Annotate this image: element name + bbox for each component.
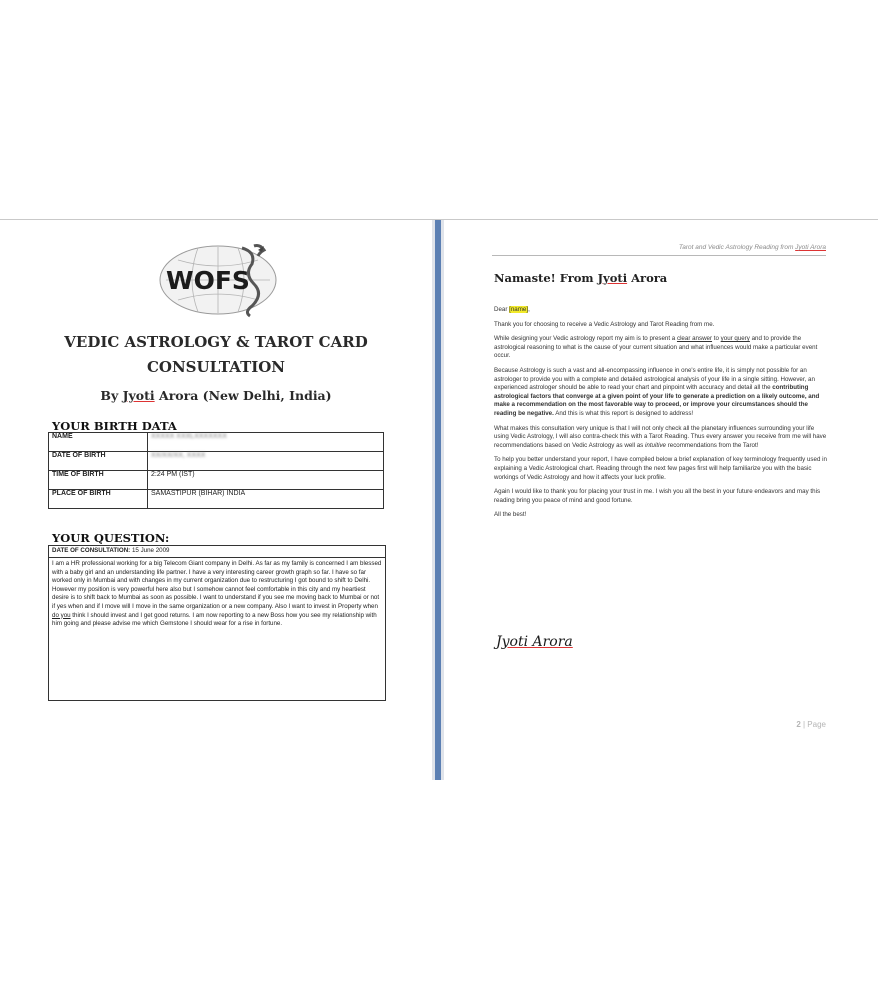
table-row [49, 490, 384, 509]
logo-text: WOFS [166, 266, 250, 295]
row-label: DATE OF BIRTH [49, 452, 148, 471]
consultation-date-label: DATE OF CONSULTATION: [52, 547, 131, 554]
birth-data-table [48, 432, 384, 509]
greeting-rest: Arora [627, 271, 668, 285]
signature [496, 634, 573, 650]
salutation-prefix: Dear [494, 306, 510, 313]
question-text [49, 558, 385, 631]
paragraph-6: Again I would like to thank you for placing your trust in me. I wish you all the best in your future endeavors and may this reading bring you peace of mind and good fortune. [494, 488, 821, 504]
signature-text: Jyoti Arora [496, 634, 573, 650]
header-rule [492, 255, 826, 256]
table-row [49, 452, 384, 471]
table-row [49, 433, 384, 452]
paragraph-text: and to provide the astrological reasoning to what is the cause of your current situation and what influences would make a particular event occur. [494, 335, 818, 360]
row-label: PLACE OF BIRTH [49, 490, 148, 509]
paragraph-1: Thank you for choosing to receive a Vedic Astrology and Tarot Reading from me. [494, 320, 715, 328]
document-title-line-2: CONSULTATION [146, 358, 286, 376]
globe-dragon-logo-icon [158, 242, 282, 318]
name-placeholder: [name] [509, 306, 529, 313]
page-divider-bar [435, 220, 441, 780]
byline-name: Jyoti [122, 388, 155, 403]
paragraph-text: While designing your Vedic astrology report my aim is to present a [494, 335, 677, 343]
question-heading: YOUR QUESTION: [52, 531, 170, 545]
italic-text: intuitive [645, 441, 666, 449]
running-header-text: Tarot and Vedic Astrology Reading from [678, 244, 796, 251]
table-row [49, 471, 384, 490]
row-value: XX/XX/XX, XXXX [148, 452, 384, 471]
greeting-prefix: Namaste! From [494, 271, 598, 285]
page-number-label: | Page [800, 720, 826, 729]
row-label: TIME OF BIRTH [49, 471, 148, 490]
row-value: XXXXX XXXLXXXXXXX [148, 433, 384, 452]
row-value: 2:24 PM (IST) [148, 471, 384, 490]
question-text-part: I am a HR professional working for a big Telecom Giant company in Delhi. As far as my family is concerned I am blessed with a baby girl and an understanding life partner. I have a very interesting career growth graph so far. I have so far worked only in Mumbai and with changes in my current organization due to restructuring I got bound to shift to Delhi. However my position is very powerful here also but I somehow cannot feel comfortable in this city and my heartiest desire is to shift back to Mumbai as soon as possible. I want to understand if you see me moving back to Mumbai or not if yes when and if I move will I move in the same organization or a new company. Also I want to invest in Property when [52, 560, 382, 610]
question-box [48, 545, 386, 701]
salutation-suffix: , [528, 306, 530, 313]
row-label: NAME [49, 433, 148, 452]
paragraph-text: recommendations from the Tarot! [665, 441, 759, 449]
row-value: SAMASTIPUR (BIHAR) INDIA [148, 490, 384, 509]
consultation-date-row [49, 546, 385, 558]
underlined-text: clear answer [676, 335, 713, 343]
page-number [796, 720, 826, 729]
author-byline [0, 388, 432, 403]
byline-prefix: By [100, 388, 123, 403]
paragraph-2 [494, 335, 830, 361]
paragraph-3 [494, 367, 830, 419]
paragraph-text: And this is what this report is designed to address! [553, 409, 694, 417]
page-2 [444, 220, 878, 780]
page-divider [432, 220, 444, 780]
running-header [679, 244, 826, 251]
paragraph-4 [494, 425, 830, 451]
underlined-text: your query [720, 335, 750, 343]
closing: All the best! [494, 511, 527, 519]
running-header-name: Jyoti Arora [795, 244, 826, 251]
page-1 [0, 220, 432, 780]
question-text-underlined: do you [52, 611, 71, 619]
question-text-part: think I should invest and I get good returns. I am now reporting to a new Boss how you see my relationship with him going and please advise me which Gemstone I should wear for a rise in fortune. [52, 611, 377, 628]
bold-text: contributing astrological factors that converge at a given point of your life to generate a prediction on a likely outcome, and make a recommendation on the most favorable way to proceed, or improve your circumstances should the reading be negative. [494, 384, 820, 417]
page-number-value: 2 [796, 720, 801, 729]
greeting-heading [494, 271, 667, 285]
paragraph-text: What makes this consultation very unique is that I will not only check all the planetary influences surrounding your life using Vedic Astrology, I will also contra-check this with a Tarot Reading. Thus every answer you receive from me will have recommendations based on Vedic Astrology as well as [494, 424, 827, 449]
letter-body [494, 306, 830, 526]
paragraph-text: Because Astrology is such a vast and all-encompassing influence in one's entire life, it is simply not possible for an astrologer to provide you with a complete and detailed astrological analysis of your life in a single sitting. However, an experienced astrologer should be able to read your chart and pinpoint with accuracy and detail all the [494, 366, 815, 392]
salutation [494, 306, 830, 315]
document-title-line-1: VEDIC ASTROLOGY & TAROT CARD [64, 333, 368, 351]
paragraph-text: to [712, 335, 721, 343]
paragraph-5: To help you better understand your report, I have compiled below a brief explanation of key terminology frequently used in explaining a Vedic Astrological chart. Reading through the next few pages first will help familiarize you with the basic workings of Vedic Astrology and how it affects your luck profile. [494, 456, 827, 481]
wofs-logo [158, 242, 282, 318]
greeting-name: Jyoti [597, 271, 628, 285]
birth-data-heading: YOUR BIRTH DATA [52, 419, 177, 433]
byline-rest: Arora (New Delhi, India) [154, 388, 332, 403]
consultation-date-value: 15 June 2009 [130, 547, 170, 554]
